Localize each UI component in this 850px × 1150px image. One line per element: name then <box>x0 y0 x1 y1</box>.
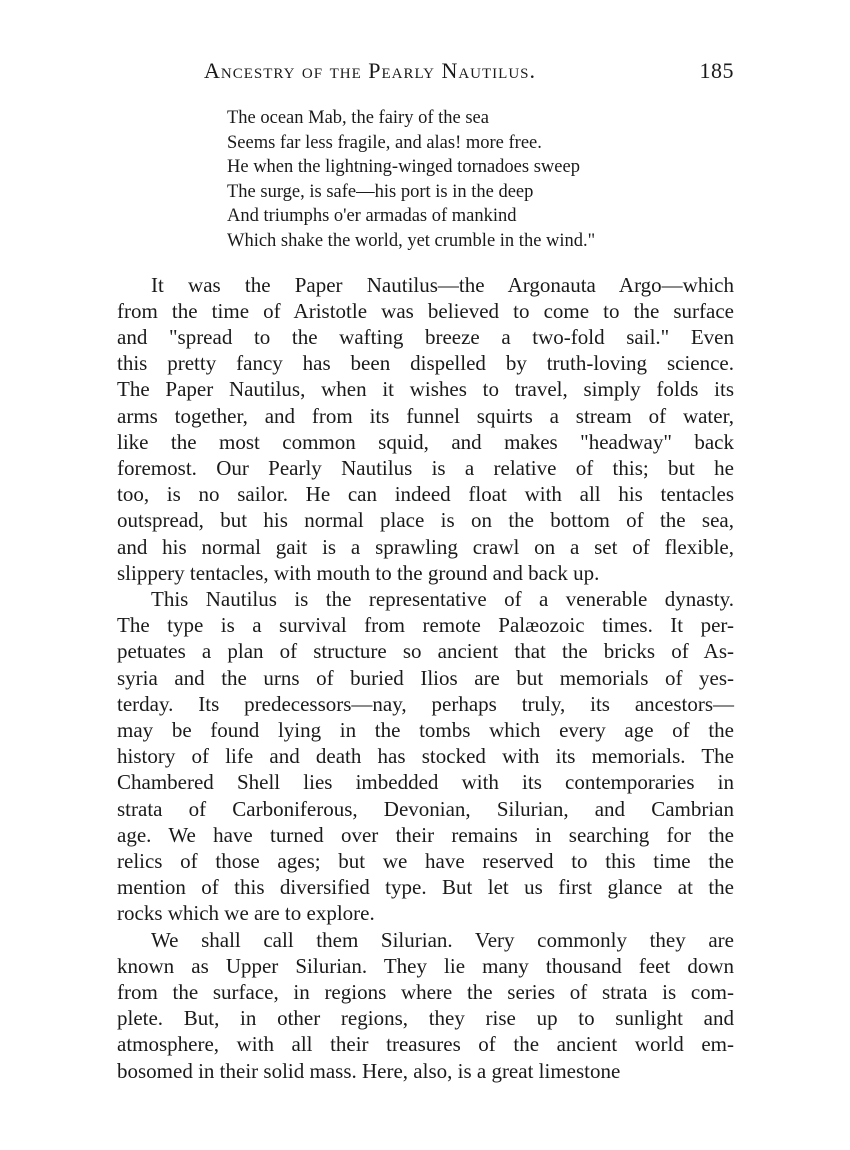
text-line: We shall call them Silurian. Very commonly they are <box>151 927 734 952</box>
text-line: history of life and death has stocked with its memorials. The <box>117 744 734 769</box>
text-line: petuates a plan of structure so ancient that the bricks of As- <box>117 639 734 664</box>
poem-line: And triumphs o'er armadas of mankind <box>227 206 517 227</box>
text-line: slippery tentacles, with mouth to the ground and back up. <box>117 560 600 585</box>
text-line: plete. But, in other regions, they rise up to sunlight and <box>117 1006 734 1031</box>
text-line: bosomed in their solid mass. Here, also, is a great limestone <box>117 1058 621 1083</box>
poem-line: He when the lightning-winged tornadoes sweep <box>227 157 580 178</box>
text-line: too, is no sailor. He can indeed float with all his tentacles <box>117 482 734 507</box>
text-line: The Paper Nautilus, when it wishes to travel, simply folds its <box>117 377 734 402</box>
text-line: Chambered Shell lies imbedded with its contemporaries in <box>117 770 734 795</box>
text-line: The type is a survival from remote Palæozoic times. It per- <box>117 613 734 638</box>
text-line: may be found lying in the tombs which every age of the <box>117 718 734 743</box>
text-line: and his normal gait is a sprawling crawl on a set of flexible, <box>117 534 734 559</box>
text-line: age. We have turned over their remains in searching for the <box>117 822 734 847</box>
text-line: arms together, and from its funnel squirts a stream of water, <box>117 403 734 428</box>
text-line: outspread, but his normal place is on the bottom of the sea, <box>117 508 734 533</box>
text-line: from the surface, in regions where the series of strata is com- <box>117 980 734 1005</box>
text-line: relics of those ages; but we have reserved to this time the <box>117 849 734 874</box>
paragraph-paper-nautilus <box>117 272 734 586</box>
poem-line: Which shake the world, yet crumble in the wind." <box>227 230 596 251</box>
text-line: strata of Carboniferous, Devonian, Silurian, and Cambrian <box>117 796 734 821</box>
text-line: mention of this diversified type. But let us first glance at the <box>117 875 734 900</box>
text-line: terday. Its predecessors—nay, perhaps truly, its ancestors— <box>117 691 734 716</box>
text-line: rocks which we are to explore. <box>117 901 375 926</box>
text-line: syria and the urns of buried Ilios are but memorials of yes- <box>117 665 734 690</box>
poem-line: The ocean Mab, the fairy of the sea <box>227 108 489 128</box>
body-text <box>117 272 734 1084</box>
text-line: This Nautilus is the representative of a venerable dynasty. <box>151 587 734 611</box>
page-number: 185 <box>699 58 734 83</box>
book-page <box>117 58 734 1084</box>
text-line: from the time of Aristotle was believed to come to the surface <box>117 298 734 323</box>
paragraph-venerable-dynasty <box>117 586 734 927</box>
poem-line: Seems far less fragile, and alas! more free. <box>227 132 542 153</box>
running-title: Ancestry of the Pearly Nautilus. <box>204 58 537 83</box>
text-line: foremost. Our Pearly Nautilus is a relative of this; but he <box>117 455 734 480</box>
text-line: this pretty fancy has been dispelled by truth-loving science. <box>117 351 734 376</box>
poem-quotation <box>227 106 734 254</box>
text-line: It was the Paper Nautilus—the Argonauta Argo—which <box>151 272 734 297</box>
text-line: and "spread to the wafting breeze a two-fold sail." Even <box>117 324 734 349</box>
text-line: like the most common squid, and makes "headway" back <box>117 429 734 454</box>
text-line: known as Upper Silurian. They lie many thousand feet down <box>117 953 734 978</box>
running-head <box>117 58 734 92</box>
paragraph-silurian <box>117 927 734 1084</box>
text-line: atmosphere, with all their treasures of the ancient world em- <box>117 1032 734 1057</box>
poem-line: The surge, is safe—his port is in the deep <box>227 181 534 202</box>
